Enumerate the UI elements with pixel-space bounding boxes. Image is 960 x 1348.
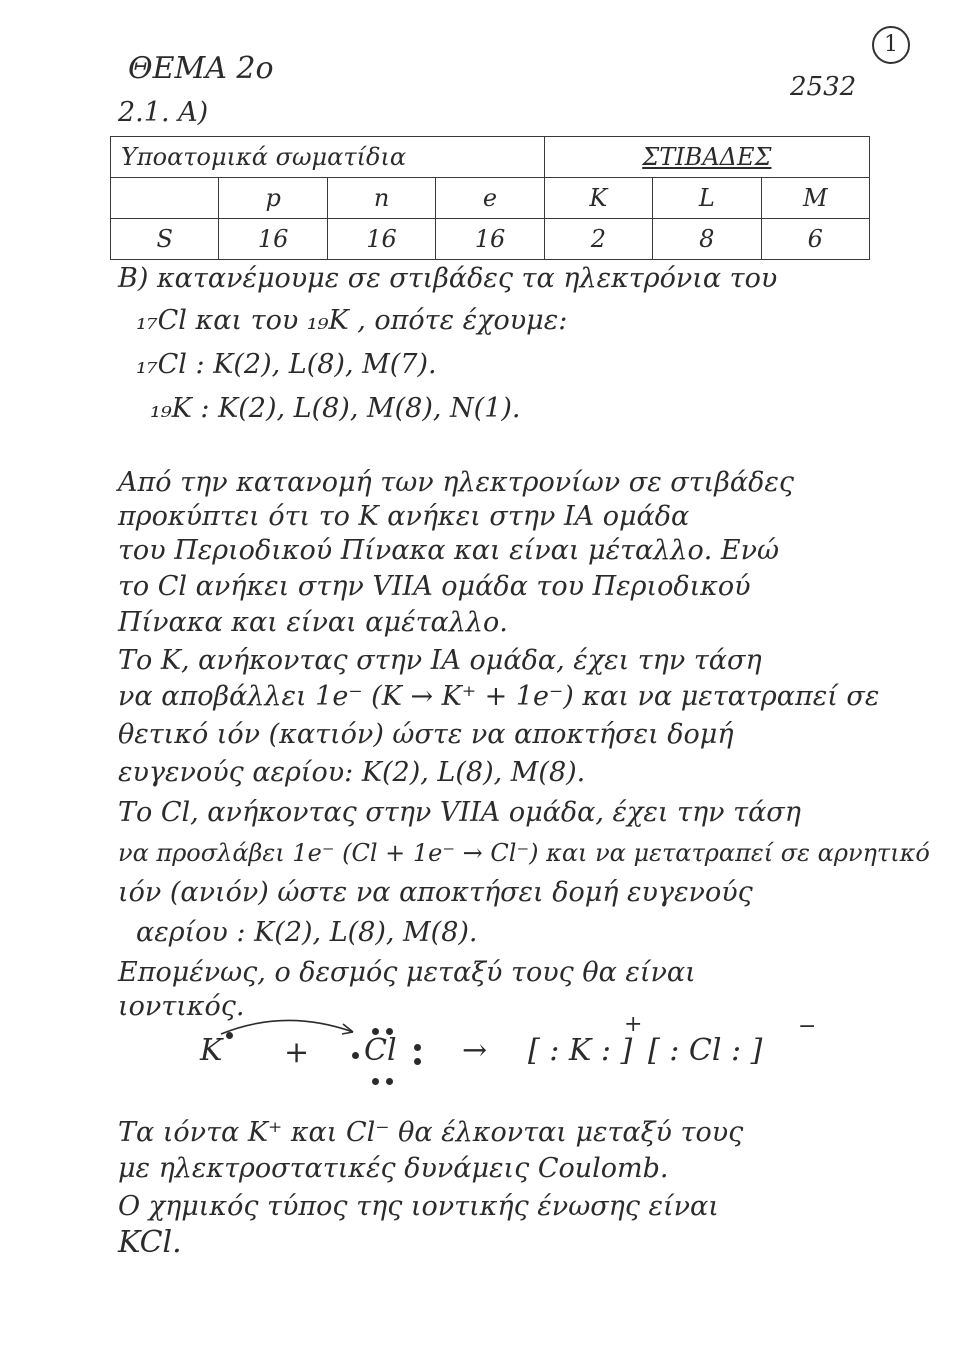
lewis-diagram — [0, 1012, 960, 1104]
paragraph-line: Επομένως, ο δεσμός μεταξύ τους θα είναι — [118, 957, 696, 988]
table-cell: 6 — [761, 219, 869, 260]
closing-line: Τα ιόντα K⁺ και Cl⁻ θα έλκονται μεταξύ τους — [118, 1117, 744, 1148]
paragraph-line: ευγενούς αερίου: K(2), L(8), M(8). — [118, 757, 586, 788]
paragraph-line: Από την κατανομή των ηλεκτρονίων σε στιβάδες — [118, 467, 794, 498]
table-cell: 16 — [327, 219, 435, 260]
table-cell: 8 — [653, 219, 761, 260]
closing-formula: KCl. — [118, 1225, 182, 1260]
table-col-n: n — [327, 178, 435, 219]
lewis-cl-atom: Cl — [364, 1033, 397, 1068]
paragraph-line: Το Cl, ανήκοντας στην VIIA ομάδα, έχει την τάση — [118, 797, 801, 828]
lewis-plus: + — [284, 1035, 310, 1070]
paragraph-line: ιοντικός. — [118, 991, 245, 1022]
lewis-k-ion: [ : K : ] — [528, 1033, 633, 1068]
paragraph-line: να αποβάλλει 1e⁻ (K → K⁺ + 1e⁻) και να μετατραπεί σε — [118, 681, 880, 712]
topic-heading: ΘΕΜΑ 2ο — [128, 51, 274, 86]
part-b-line-2: ₁₇Cl και του ₁₉K , οπότε έχουμε: — [136, 305, 568, 336]
lewis-arrow: → — [462, 1033, 488, 1068]
lewis-k-charge: + — [624, 1012, 643, 1037]
table-col-l: L — [653, 178, 761, 219]
table-cell: 2 — [544, 219, 652, 260]
cl-configuration: ₁₇Cl : K(2), L(8), M(7). — [136, 349, 437, 380]
table-cell: 16 — [219, 219, 327, 260]
lewis-cl-ion: [ : Cl : ] — [648, 1033, 763, 1068]
paragraph-line: Πίνακα και είναι αμέταλλο. — [118, 607, 508, 638]
electron-dot — [414, 1058, 421, 1065]
paragraph-line: του Περιοδικού Πίνακα και είναι μέταλλο. Ενώ — [118, 535, 780, 566]
k-configuration: ₁₉K : K(2), L(8), M(8), N(1). — [150, 393, 521, 424]
subatomic-table — [110, 136, 870, 260]
paragraph-line: Το K, ανήκοντας στην IA ομάδα, έχει την τάση — [118, 645, 762, 676]
table-header-shells: ΣΤΙΒΑΔΕΣ — [544, 137, 869, 178]
page-number: 1 — [872, 26, 910, 64]
table-header-particles: Υποατομικά σωματίδια — [111, 137, 545, 178]
exam-code: 2532 — [790, 72, 857, 102]
table-row-label: S — [111, 219, 219, 260]
electron-dot — [386, 1078, 393, 1085]
paragraph-line: προκύπτει ότι το K ανήκει στην IA ομάδα — [118, 501, 690, 532]
lewis-k-atom: K — [200, 1033, 223, 1068]
part-b-line-1: Β) κατανέμουμε σε στιβάδες τα ηλεκτρόνια του — [118, 263, 778, 294]
table-col-m: M — [761, 178, 869, 219]
paragraph-line: ιόν (ανιόν) ώστε να αποκτήσει δομή ευγενούς — [118, 877, 753, 908]
paragraph-line: το Cl ανήκει στην VIIA ομάδα του Περιοδικού — [118, 571, 751, 602]
table-col-e: e — [436, 178, 544, 219]
paragraph-line: να προσλάβει 1e⁻ (Cl + 1e⁻ → Cl⁻) και να μετατραπεί σε αρνητικό — [118, 839, 930, 867]
closing-line: Ο χημικός τύπος της ιοντικής ένωσης είναι — [118, 1191, 719, 1222]
electron-dot — [372, 1078, 379, 1085]
table-col-k: K — [544, 178, 652, 219]
electron-dot — [352, 1052, 359, 1059]
table-col-p: p — [219, 178, 327, 219]
lewis-cl-charge: − — [798, 1014, 817, 1039]
section-label: 2.1. Α) — [118, 97, 209, 128]
paragraph-line: θετικό ιόν (κατιόν) ώστε να αποκτήσει δομή — [118, 719, 734, 750]
paragraph-line: αερίου : K(2), L(8), M(8). — [136, 917, 478, 948]
table-corner — [111, 178, 219, 219]
electron-dot — [414, 1044, 421, 1051]
table-cell: 16 — [436, 219, 544, 260]
closing-line: με ηλεκτροστατικές δυνάμεις Coulomb. — [118, 1153, 669, 1184]
